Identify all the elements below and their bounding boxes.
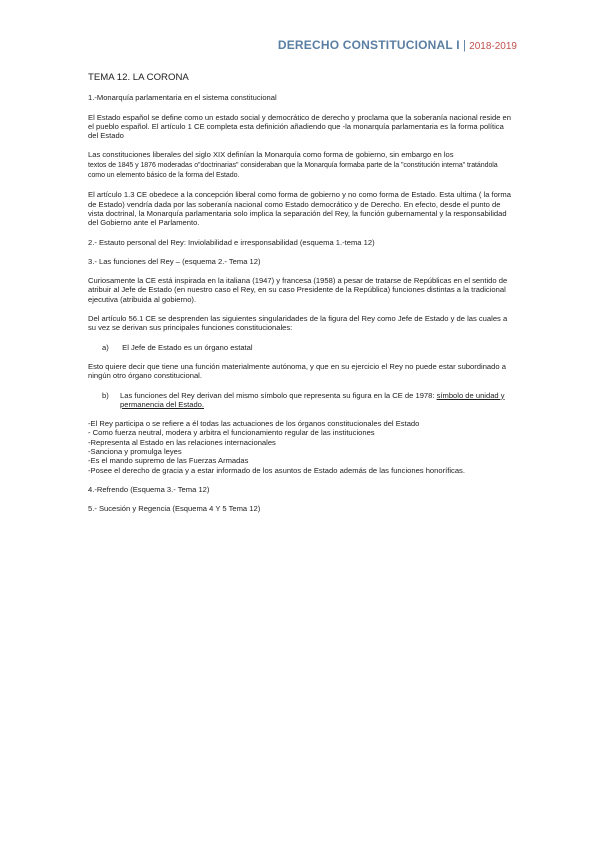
list-item-a — [88, 343, 513, 352]
document-title: TEMA 12. LA CORONA — [88, 72, 189, 83]
list-item-a-text: El Jefe de Estado es un órgano estatal — [122, 342, 253, 352]
list-item-b-underlined: símbolo de unidad y permanencia del Estado. — [120, 390, 505, 409]
paragraph-1: El Estado español se define como un estado social y democrático de derecho y proclama que la soberanía nacional reside en el pueblo español. El artículo 1 CE completa esta definición añadiendo que -la monarquía parlamentaria es la forma política del Estado — [88, 112, 511, 141]
list-item-b-label: b) — [102, 390, 109, 400]
section-2-heading: 2.- Estauto personal del Rey: Inviolabilidad e irresponsabilidad (esquema 1.-tema 12) — [88, 237, 375, 247]
document-body — [88, 73, 513, 524]
section-4-heading: 4.-Refrendo (Esquema 3.- Tema 12) — [88, 484, 210, 494]
paragraph-2 — [88, 150, 513, 180]
function-item: - Como fuerza neutral, modera y arbitra el funcionamiento regular de las instituciones — [88, 428, 375, 438]
paragraph-2-line-1: Las constituciones liberales del siglo XIX definían la Monarquía como forma de gobierno, sin embargo en los — [88, 150, 454, 160]
list-item-b — [88, 391, 513, 410]
function-item: -Sanciona y promulga leyes — [88, 447, 182, 457]
paragraph-4: Curiosamente la CE está inspirada en la italiana (1947) y francesa (1958) a pesar de tratarse de Repúblicas en el sentido de atribuir al Jefe de Estado (en nuestro caso el Rey, en su caso Presidente de la República) funciones distintas a la tradicional ejecutiva (atribuida al gobierno). — [88, 276, 508, 304]
function-item: -Representa al Estado en las relaciones internacionales — [88, 437, 276, 447]
function-item: -El Rey participa o se refiere a él todas las actuaciones de los órganos constitucionales del Estado — [88, 419, 420, 429]
functions-list — [88, 419, 513, 475]
section-3-heading: 3.- Las funciones del Rey – (esquema 2.- Tema 12) — [88, 256, 261, 266]
function-item: -Posee el derecho de gracia y a estar informado de los asuntos de Estado además de las funciones honoríficas. — [88, 465, 465, 475]
paragraph-6: Esto quiere decir que tiene una función materialmente autónoma, y que en su ejercicio el Rey no puede estar subordinado a ningún otro órgano constitucional. — [88, 361, 506, 381]
academic-year: 2018-2019 — [469, 41, 517, 52]
section-1-heading: 1.-Monarquía parlamentaria en el sistema constitucional — [88, 93, 277, 103]
section-5-heading: 5.- Sucesión y Regencia (Esquema 4 Y 5 Tema 12) — [88, 504, 261, 514]
function-item: -Es el mando supremo de las Fuerzas Armadas — [88, 456, 249, 466]
list-item-a-label: a) — [102, 342, 109, 352]
paragraph-5: Del artículo 56.1 CE se desprenden las siguientes singularidades de la figura del Rey como Jefe de Estado y de las cuales a su vez se derivan sus principales funciones constitucionales: — [88, 314, 508, 333]
course-title: DERECHO CONSTITUCIONAL I — [277, 38, 460, 52]
paragraph-2-rest: textos de 1845 y 1876 moderadas o"doctrinarias" consideraban que la Monarquía formaba parte de la "constitución interna" tratándola como un elemento básico de la forma del Estado. — [88, 161, 498, 180]
list-item-b-body — [120, 391, 513, 410]
header-separator: | — [462, 40, 466, 52]
page-header — [278, 38, 517, 52]
paragraph-3: El artículo 1.3 CE obedece a la concepción liberal como forma de gobierno y no como forma de Estado. Esta ultima ( la forma de Estado) vendría dada por las soberanía nacional como Estado democrático y de Derecho. En efecto, desde el punto de vista doctrinal, la Monarquía parlamentaria solo implica la separación del Rey, la función gubernamental y la responsabilidad del Gobierno ante el Parlamento. — [88, 190, 511, 228]
list-item-b-text: Las funciones del Rey derivan del mismo símbolo que representa su figura en la CE de 1978: — [120, 390, 437, 400]
